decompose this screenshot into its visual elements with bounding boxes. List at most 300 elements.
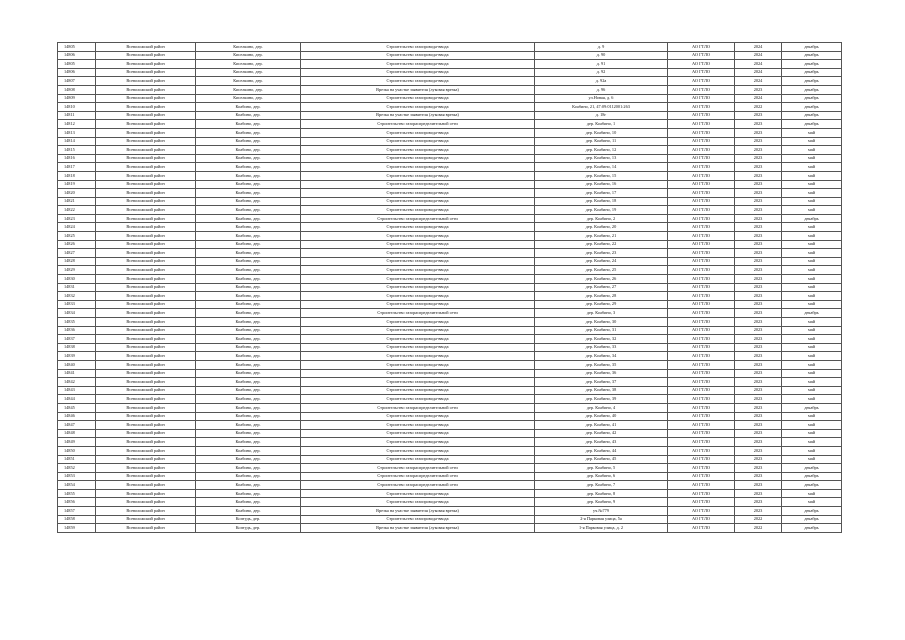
cell-settlement: Коабино, дер. bbox=[196, 464, 301, 473]
cell-address: дер. Коабино, 20 bbox=[535, 223, 668, 232]
cell-address: дер. Коабино, 3 bbox=[535, 309, 668, 318]
cell-org: АО ГТЛО bbox=[668, 103, 735, 112]
cell-work: Врезка на участке заявителя (луковая врезка) bbox=[301, 85, 535, 94]
cell-month: декабрь bbox=[782, 111, 842, 120]
cell-work: Строительство газопровода-ввода bbox=[301, 163, 535, 172]
cell-id: 14829 bbox=[58, 266, 96, 275]
cell-id: 14831 bbox=[58, 283, 96, 292]
cell-year: 2023 bbox=[735, 163, 782, 172]
cell-work: Строительство газопровода-ввода bbox=[301, 275, 535, 284]
cell-month: декабрь bbox=[782, 68, 842, 77]
cell-id: 14857 bbox=[58, 507, 96, 516]
cell-month: май bbox=[782, 223, 842, 232]
cell-org: АО ГТЛО bbox=[668, 318, 735, 327]
cell-year: 2023 bbox=[735, 300, 782, 309]
cell-address: дер. Коабино, 12 bbox=[535, 146, 668, 155]
table-row bbox=[58, 438, 842, 447]
cell-month: май bbox=[782, 395, 842, 404]
cell-year: 2023 bbox=[735, 360, 782, 369]
cell-work: Строительство газопровода-ввода bbox=[301, 137, 535, 146]
cell-address: дер. Коабино, 13 bbox=[535, 154, 668, 163]
cell-org: АО ГТЛО bbox=[668, 146, 735, 155]
cell-work: Строительство газопровода-ввода bbox=[301, 300, 535, 309]
cell-year: 2023 bbox=[735, 214, 782, 223]
cell-district: Всеволожский район bbox=[96, 421, 196, 430]
cell-work: Строительство газопровода-ввода bbox=[301, 51, 535, 60]
cell-id: 14820 bbox=[58, 189, 96, 198]
cell-settlement: Коабино, дер. bbox=[196, 335, 301, 344]
cell-work: Строительство газопровода-ввода bbox=[301, 206, 535, 215]
cell-year: 2023 bbox=[735, 206, 782, 215]
cell-month: май bbox=[782, 455, 842, 464]
cell-org: АО ГТЛО bbox=[668, 403, 735, 412]
cell-month: декабрь bbox=[782, 472, 842, 481]
cell-month: май bbox=[782, 352, 842, 361]
table-row bbox=[58, 446, 842, 455]
cell-settlement: Киселкино, дер. bbox=[196, 68, 301, 77]
table-row bbox=[58, 206, 842, 215]
cell-month: май bbox=[782, 197, 842, 206]
cell-district: Всеволожский район bbox=[96, 403, 196, 412]
cell-month: май bbox=[782, 283, 842, 292]
cell-id: 14842 bbox=[58, 378, 96, 387]
cell-year: 2023 bbox=[735, 249, 782, 258]
table-row bbox=[58, 498, 842, 507]
cell-year: 2022 bbox=[735, 515, 782, 524]
cell-year: 2024 bbox=[735, 43, 782, 52]
cell-year: 2023 bbox=[735, 335, 782, 344]
cell-district: Всеволожский район bbox=[96, 318, 196, 327]
cell-org: АО ГТЛО bbox=[668, 137, 735, 146]
cell-settlement: Коабино, дер. bbox=[196, 180, 301, 189]
cell-work: Строительство газопровода-ввода bbox=[301, 335, 535, 344]
cell-work: Строительство газопровода-ввода bbox=[301, 189, 535, 198]
cell-work: Врезка на участке заявителя (луковая врезка) bbox=[301, 524, 535, 533]
table-row bbox=[58, 103, 842, 112]
cell-month: декабрь bbox=[782, 507, 842, 516]
cell-month: май bbox=[782, 137, 842, 146]
table-row bbox=[58, 395, 842, 404]
cell-month: май bbox=[782, 318, 842, 327]
cell-work: Строительство газопровода-ввода bbox=[301, 257, 535, 266]
cell-settlement: Коабино, дер. bbox=[196, 429, 301, 438]
table-row bbox=[58, 189, 842, 198]
cell-district: Всеволожский район bbox=[96, 120, 196, 129]
cell-year: 2023 bbox=[735, 146, 782, 155]
cell-month: декабрь bbox=[782, 464, 842, 473]
cell-work: Строительство газопровода-ввода bbox=[301, 77, 535, 86]
cell-district: Всеволожский район bbox=[96, 412, 196, 421]
cell-address: дер. Коабино, 24 bbox=[535, 257, 668, 266]
cell-settlement: Коабино, дер. bbox=[196, 472, 301, 481]
cell-address: дер. Коабино, 40 bbox=[535, 412, 668, 421]
cell-id: 14855 bbox=[58, 489, 96, 498]
cell-month: май bbox=[782, 292, 842, 301]
cell-id: 14834 bbox=[58, 309, 96, 318]
cell-work: Строительство газопровода-ввода bbox=[301, 360, 535, 369]
cell-work: Строительство газопровода-ввода bbox=[301, 369, 535, 378]
cell-settlement: Коабино, дер. bbox=[196, 111, 301, 120]
cell-id: 14816 bbox=[58, 154, 96, 163]
cell-address: дер. Коабино, 9 bbox=[535, 498, 668, 507]
cell-year: 2023 bbox=[735, 403, 782, 412]
cell-settlement: Коабино, дер. bbox=[196, 438, 301, 447]
cell-id: 14807 bbox=[58, 77, 96, 86]
cell-settlement: Коабино, дер. bbox=[196, 455, 301, 464]
cell-address: 2-я Парковая улица, 5а bbox=[535, 515, 668, 524]
cell-org: АО ГТЛО bbox=[668, 171, 735, 180]
cell-work: Строительство газопровода-ввода bbox=[301, 292, 535, 301]
cell-year: 2023 bbox=[735, 154, 782, 163]
table-row bbox=[58, 60, 842, 69]
cell-id: 14817 bbox=[58, 163, 96, 172]
cell-district: Всеволожский район bbox=[96, 326, 196, 335]
cell-district: Всеволожский район bbox=[96, 146, 196, 155]
cell-org: АО ГТЛО bbox=[668, 163, 735, 172]
cell-year: 2023 bbox=[735, 489, 782, 498]
cell-address: дер. Коабино, 37 bbox=[535, 378, 668, 387]
cell-id: 14839 bbox=[58, 352, 96, 361]
cell-org: АО ГТЛО bbox=[668, 189, 735, 198]
cell-id: 14811 bbox=[58, 111, 96, 120]
table-row bbox=[58, 378, 842, 387]
cell-district: Всеволожский район bbox=[96, 111, 196, 120]
cell-address: д. 90 bbox=[535, 51, 668, 60]
cell-district: Всеволожский район bbox=[96, 223, 196, 232]
cell-org: АО ГТЛО bbox=[668, 464, 735, 473]
cell-settlement: Коабино, дер. bbox=[196, 240, 301, 249]
cell-district: Всеволожский район bbox=[96, 94, 196, 103]
table-row bbox=[58, 43, 842, 52]
cell-org: АО ГТЛО bbox=[668, 412, 735, 421]
cell-org: АО ГТЛО bbox=[668, 386, 735, 395]
cell-year: 2023 bbox=[735, 378, 782, 387]
cell-org: АО ГТЛО bbox=[668, 68, 735, 77]
cell-settlement: Коабино, дер. bbox=[196, 386, 301, 395]
cell-year: 2023 bbox=[735, 395, 782, 404]
cell-settlement: Киселкино, дер. bbox=[196, 85, 301, 94]
cell-work: Строительство газораспределительной сети bbox=[301, 481, 535, 490]
cell-district: Всеволожский район bbox=[96, 128, 196, 137]
cell-id: 14859 bbox=[58, 524, 96, 533]
cell-work: Строительство газораспределительной сети bbox=[301, 309, 535, 318]
cell-org: АО ГТЛО bbox=[668, 309, 735, 318]
cell-id: 14828 bbox=[58, 257, 96, 266]
cell-org: АО ГТЛО bbox=[668, 240, 735, 249]
cell-district: Всеволожский район bbox=[96, 77, 196, 86]
cell-id: 14810 bbox=[58, 103, 96, 112]
cell-year: 2023 bbox=[735, 507, 782, 516]
cell-work: Строительство газопровода-ввода bbox=[301, 326, 535, 335]
cell-year: 2023 bbox=[735, 257, 782, 266]
cell-district: Всеволожский район bbox=[96, 283, 196, 292]
cell-settlement: Коабино, дер. bbox=[196, 189, 301, 198]
cell-id: 14844 bbox=[58, 395, 96, 404]
cell-id: 14850 bbox=[58, 446, 96, 455]
cell-month: декабрь bbox=[782, 77, 842, 86]
cell-month: май bbox=[782, 189, 842, 198]
cell-org: АО ГТЛО bbox=[668, 438, 735, 447]
table-row bbox=[58, 137, 842, 146]
cell-org: АО ГТЛО bbox=[668, 197, 735, 206]
cell-org: АО ГТЛО bbox=[668, 524, 735, 533]
cell-month: май bbox=[782, 489, 842, 498]
cell-address: дер. Коабино, 10 bbox=[535, 128, 668, 137]
cell-work: Строительство газораспределительной сети bbox=[301, 472, 535, 481]
cell-org: АО ГТЛО bbox=[668, 360, 735, 369]
table-row bbox=[58, 429, 842, 438]
cell-org: АО ГТЛО bbox=[668, 249, 735, 258]
table-row bbox=[58, 283, 842, 292]
cell-district: Всеволожский район bbox=[96, 68, 196, 77]
cell-id: 14849 bbox=[58, 438, 96, 447]
cell-settlement: Коабино, дер. bbox=[196, 343, 301, 352]
cell-month: май bbox=[782, 421, 842, 430]
table-row bbox=[58, 343, 842, 352]
cell-district: Всеволожский район bbox=[96, 464, 196, 473]
cell-id: 14809 bbox=[58, 94, 96, 103]
cell-year: 2023 bbox=[735, 386, 782, 395]
cell-work: Строительство газопровода-ввода bbox=[301, 386, 535, 395]
cell-id: 14826 bbox=[58, 240, 96, 249]
cell-year: 2023 bbox=[735, 266, 782, 275]
cell-month: май bbox=[782, 232, 842, 241]
cell-work: Врезка на участке заявителя (луковая врезка) bbox=[301, 507, 535, 516]
cell-year: 2023 bbox=[735, 343, 782, 352]
cell-work: Строительство газопровода-ввода bbox=[301, 421, 535, 430]
cell-month: май bbox=[782, 343, 842, 352]
cell-address: дер. Коабино, 41 bbox=[535, 421, 668, 430]
cell-address: дер. Коабино, 2 bbox=[535, 214, 668, 223]
cell-org: АО ГТЛО bbox=[668, 94, 735, 103]
cell-address: Коабино, 21, 47:09:0112001:263 bbox=[535, 103, 668, 112]
cell-district: Всеволожский район bbox=[96, 197, 196, 206]
cell-address: д. 96 bbox=[535, 85, 668, 94]
cell-work: Строительство газопровода-ввода bbox=[301, 197, 535, 206]
table-row bbox=[58, 412, 842, 421]
cell-address: дер. Коабино, 39 bbox=[535, 395, 668, 404]
cell-address: дер. Коабино, 26 bbox=[535, 275, 668, 284]
cell-year: 2023 bbox=[735, 352, 782, 361]
cell-org: АО ГТЛО bbox=[668, 326, 735, 335]
cell-settlement: Коптудь, дер. bbox=[196, 524, 301, 533]
cell-address: дер. Коабино, 27 bbox=[535, 283, 668, 292]
cell-org: АО ГТЛО bbox=[668, 283, 735, 292]
cell-id: 14847 bbox=[58, 421, 96, 430]
cell-address: дер. Коабино, 35 bbox=[535, 360, 668, 369]
cell-year: 2022 bbox=[735, 103, 782, 112]
cell-month: декабрь bbox=[782, 524, 842, 533]
cell-org: АО ГТЛО bbox=[668, 214, 735, 223]
cell-id: 14818 bbox=[58, 171, 96, 180]
cell-year: 2024 bbox=[735, 51, 782, 60]
cell-id: 14848 bbox=[58, 429, 96, 438]
cell-org: АО ГТЛО bbox=[668, 515, 735, 524]
cell-id: 14822 bbox=[58, 206, 96, 215]
cell-settlement: Коабино, дер. bbox=[196, 309, 301, 318]
cell-id: 14825 bbox=[58, 232, 96, 241]
cell-month: май bbox=[782, 146, 842, 155]
cell-work: Строительство газопровода-ввода bbox=[301, 103, 535, 112]
table-row bbox=[58, 111, 842, 120]
table-row bbox=[58, 507, 842, 516]
table-row bbox=[58, 120, 842, 129]
cell-year: 2023 bbox=[735, 421, 782, 430]
cell-work: Строительство газопровода-ввода bbox=[301, 232, 535, 241]
cell-address: ул.Новая, д. 6 bbox=[535, 94, 668, 103]
cell-month: декабрь bbox=[782, 403, 842, 412]
table-row bbox=[58, 403, 842, 412]
cell-year: 2023 bbox=[735, 481, 782, 490]
cell-org: АО ГТЛО bbox=[668, 421, 735, 430]
cell-month: май bbox=[782, 369, 842, 378]
cell-district: Всеволожский район bbox=[96, 343, 196, 352]
cell-org: АО ГТЛО bbox=[668, 120, 735, 129]
cell-month: декабрь bbox=[782, 309, 842, 318]
cell-org: АО ГТЛО bbox=[668, 232, 735, 241]
cell-address: 1-я Парковая улица, д. 2 bbox=[535, 524, 668, 533]
cell-id: 14836 bbox=[58, 326, 96, 335]
cell-month: май bbox=[782, 180, 842, 189]
table-row bbox=[58, 94, 842, 103]
cell-year: 2024 bbox=[735, 77, 782, 86]
cell-settlement: Коабино, дер. bbox=[196, 403, 301, 412]
cell-work: Строительство газопровода-ввода bbox=[301, 146, 535, 155]
cell-address: дер. Коабино, 1 bbox=[535, 120, 668, 129]
cell-district: Всеволожский район bbox=[96, 43, 196, 52]
cell-settlement: Киселкино, дер. bbox=[196, 77, 301, 86]
cell-settlement: Коабино, дер. bbox=[196, 300, 301, 309]
cell-address: дер. Коабино, 32 bbox=[535, 335, 668, 344]
cell-org: АО ГТЛО bbox=[668, 489, 735, 498]
cell-id: 14805 bbox=[58, 60, 96, 69]
cell-org: АО ГТЛО bbox=[668, 128, 735, 137]
cell-settlement: Коабино, дер. bbox=[196, 206, 301, 215]
cell-org: АО ГТЛО bbox=[668, 111, 735, 120]
cell-settlement: Коабино, дер. bbox=[196, 489, 301, 498]
cell-district: Всеволожский район bbox=[96, 257, 196, 266]
cell-settlement: Киселкино, дер. bbox=[196, 43, 301, 52]
cell-work: Строительство газопровода-ввода bbox=[301, 43, 535, 52]
cell-month: декабрь bbox=[782, 60, 842, 69]
cell-settlement: Коабино, дер. bbox=[196, 214, 301, 223]
cell-address: дер. Коабино, 29 bbox=[535, 300, 668, 309]
cell-settlement: Коабино, дер. bbox=[196, 318, 301, 327]
cell-month: декабрь bbox=[782, 85, 842, 94]
table-row bbox=[58, 51, 842, 60]
cell-year: 2023 bbox=[735, 429, 782, 438]
cell-work: Строительство газопровода-ввода bbox=[301, 412, 535, 421]
table-row bbox=[58, 352, 842, 361]
cell-settlement: Коабино, дер. bbox=[196, 137, 301, 146]
cell-org: АО ГТЛО bbox=[668, 275, 735, 284]
cell-work: Строительство газопровода-ввода bbox=[301, 455, 535, 464]
table-row bbox=[58, 257, 842, 266]
table-row bbox=[58, 249, 842, 258]
cell-month: май bbox=[782, 335, 842, 344]
cell-month: май bbox=[782, 438, 842, 447]
cell-id: 14812 bbox=[58, 120, 96, 129]
cell-work: Строительство газопровода-ввода bbox=[301, 154, 535, 163]
cell-org: АО ГТЛО bbox=[668, 395, 735, 404]
cell-settlement: Коабино, дер. bbox=[196, 395, 301, 404]
table-row bbox=[58, 232, 842, 241]
cell-settlement: Коабино, дер. bbox=[196, 223, 301, 232]
cell-address: дер. Коабино, 25 bbox=[535, 266, 668, 275]
cell-district: Всеволожский район bbox=[96, 446, 196, 455]
cell-settlement: Коабино, дер. bbox=[196, 249, 301, 258]
table-row bbox=[58, 515, 842, 524]
cell-org: АО ГТЛО bbox=[668, 257, 735, 266]
cell-address: дер. Коабино, 8 bbox=[535, 489, 668, 498]
cell-work: Строительство газопровода-ввода bbox=[301, 378, 535, 387]
cell-district: Всеволожский район bbox=[96, 524, 196, 533]
cell-address: дер. Коабино, 44 bbox=[535, 446, 668, 455]
cell-work: Строительство газопровода-ввода bbox=[301, 68, 535, 77]
cell-address: дер. Коабино, 34 bbox=[535, 352, 668, 361]
table-row bbox=[58, 309, 842, 318]
cell-work: Строительство газопровода-ввода bbox=[301, 446, 535, 455]
cell-year: 2023 bbox=[735, 120, 782, 129]
cell-address: д. 18г bbox=[535, 111, 668, 120]
cell-settlement: Коабино, дер. bbox=[196, 378, 301, 387]
cell-work: Строительство газопровода-ввода bbox=[301, 283, 535, 292]
cell-address: дер. Коабино, 22 bbox=[535, 240, 668, 249]
cell-org: АО ГТЛО bbox=[668, 472, 735, 481]
cell-year: 2023 bbox=[735, 197, 782, 206]
cell-org: АО ГТЛО bbox=[668, 378, 735, 387]
cell-month: декабрь bbox=[782, 214, 842, 223]
cell-district: Всеволожский район bbox=[96, 378, 196, 387]
cell-id: 14819 bbox=[58, 180, 96, 189]
cell-settlement: Коабино, дер. bbox=[196, 171, 301, 180]
cell-year: 2023 bbox=[735, 369, 782, 378]
cell-settlement: Коабино, дер. bbox=[196, 257, 301, 266]
cell-org: АО ГТЛО bbox=[668, 429, 735, 438]
table-row bbox=[58, 266, 842, 275]
cell-address: д. 9 bbox=[535, 43, 668, 52]
cell-year: 2023 bbox=[735, 85, 782, 94]
cell-district: Всеволожский район bbox=[96, 163, 196, 172]
cell-settlement: Коабино, дер. bbox=[196, 292, 301, 301]
table-row bbox=[58, 275, 842, 284]
cell-id: 14830 bbox=[58, 275, 96, 284]
cell-district: Всеволожский район bbox=[96, 137, 196, 146]
cell-settlement: Коабино, дер. bbox=[196, 197, 301, 206]
cell-address: дер. Коабино, 7 bbox=[535, 481, 668, 490]
cell-work: Строительство газопровода-ввода bbox=[301, 249, 535, 258]
cell-district: Всеволожский район bbox=[96, 481, 196, 490]
cell-org: АО ГТЛО bbox=[668, 498, 735, 507]
cell-address: дер. Коабино, 19 bbox=[535, 206, 668, 215]
cell-org: АО ГТЛО bbox=[668, 266, 735, 275]
table-row bbox=[58, 326, 842, 335]
cell-settlement: Коабино, дер. bbox=[196, 103, 301, 112]
cell-work: Строительство газопровода-ввода bbox=[301, 60, 535, 69]
cell-district: Всеволожский район bbox=[96, 249, 196, 258]
cell-district: Всеволожский район bbox=[96, 240, 196, 249]
cell-address: д. 92а bbox=[535, 77, 668, 86]
cell-id: 14808 bbox=[58, 85, 96, 94]
cell-org: АО ГТЛО bbox=[668, 223, 735, 232]
cell-month: май bbox=[782, 275, 842, 284]
cell-month: декабрь bbox=[782, 120, 842, 129]
cell-address: дер. Коабино, 45 bbox=[535, 455, 668, 464]
cell-id: 14835 bbox=[58, 318, 96, 327]
table-row bbox=[58, 318, 842, 327]
cell-address: дер. Коабино, 33 bbox=[535, 343, 668, 352]
cell-work: Строительство газопровода-ввода bbox=[301, 180, 535, 189]
